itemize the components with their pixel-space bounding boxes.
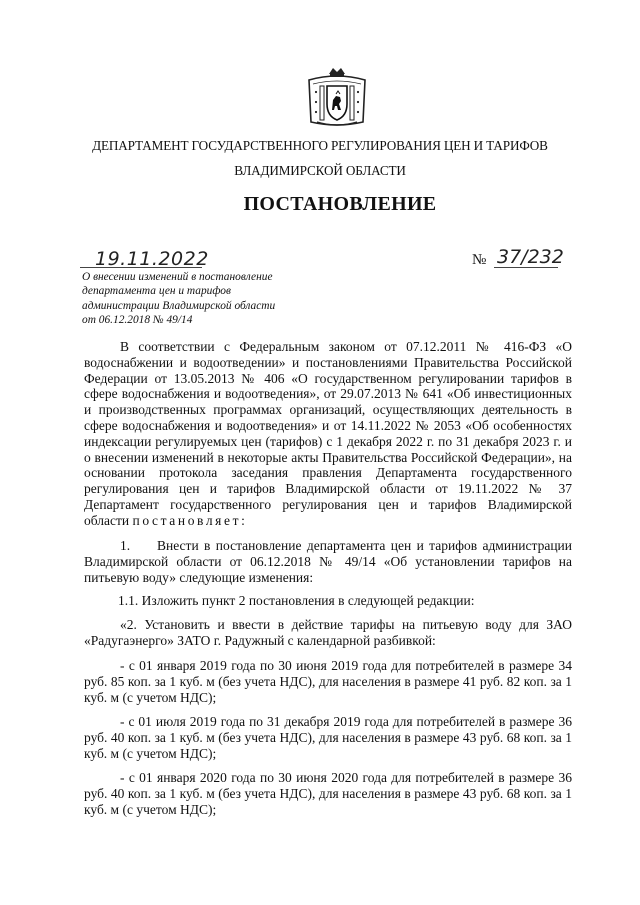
date-underline [80, 267, 202, 268]
subject-line: О внесении изменений в постановление [82, 271, 273, 283]
tariff-paragraph: - с 01 января 2020 года по 30 июня 2020 года для потребителей в размере 36 руб. 40 коп. за 1 куб. м (без учета НДС), для населения в размере 43 руб. 68 коп. за 1 куб. м (с учетом НДС); [84, 770, 572, 817]
item-2-paragraph: «2. Установить и ввести в действие тарифы на питьевую воду для ЗАО «Радугаэнерго» ЗАТО г. Радужный с календарной разбивкой: [84, 617, 572, 648]
document-number: 37/232 [497, 246, 564, 268]
preamble-text: В соответствии с Федеральным законом от 07.12.2011 № 416-ФЗ «О водоснабжении и водоотведении» и постановлениями Правительства Российской Федерации от 13.05.2013 № 406 «О государственном регулировании тарифов в сфере водоснабжения и водоотведения», от 29.07.2013 № 641 «Об инвестиционных и производственных программах организаций, осуществляющих деятельность в сфере водоснабжения и водоотведения» и от 14.11.2022 № 2053 «Об особенностях индексации регулируемых цен (тарифов) с 1 декабря 2022 г. по 31 декабря 2023 г. и о внесении изменений в некоторые акты Правительства Российской Федерации», на основании протокола заседания правления Департамента государственного регулирования цен и тарифов Владимирской области от 19.11.2022 № 37 Департамент государственного регулирования цен и тарифов Владимирской области [84, 339, 572, 528]
document-date: 19.11.2022 [95, 248, 209, 270]
tariff-paragraph: - с 01 января 2019 года по 30 июня 2019 года для потребителей в размере 34 руб. 85 коп. за 1 куб. м (без учета НДС), для населения в размере 41 руб. 82 коп. за 1 куб. м (с учетом НДС); [84, 658, 572, 705]
preamble-paragraph [84, 339, 572, 529]
item-1-paragraph: 1. Внести в постановление департамента цен и тарифов администрации Владимирской области от 06.12.2018 № 49/14 «Об установлении тарифов на питьевую воду» следующие изменения: [84, 538, 572, 585]
subject-line: от 06.12.2018 № 49/14 [82, 313, 193, 326]
department-name-line1: ДЕПАРТАМЕНТ ГОСУДАРСТВЕННОГО РЕГУЛИРОВАНИЯ ЦЕН И ТАРИФОВ [92, 138, 548, 153]
department-name-line2: ВЛАДИМИРСКОЙ ОБЛАСТИ [234, 163, 406, 178]
item-1-1-paragraph: 1.1. Изложить пункт 2 постановления в следующей редакции: [118, 593, 475, 608]
coat-of-arms-icon [303, 66, 371, 130]
tariff-paragraph: - с 01 июля 2019 года по 31 декабря 2019 года для потребителей в размере 36 руб. 40 коп. за 1 куб. м (без учета НДС), для населения в размере 43 руб. 68 коп. за 1 куб. м (с учетом НДС); [84, 714, 572, 761]
document-subject [82, 270, 342, 327]
number-underline [494, 267, 558, 268]
decree-word: постановляет: [132, 512, 248, 528]
number-label: № [472, 252, 487, 268]
document-title: ПОСТАНОВЛЕНИЕ [243, 193, 437, 215]
subject-line: администрации Владимирской области [82, 299, 276, 312]
subject-line: департамента цен и тарифов [82, 285, 231, 298]
